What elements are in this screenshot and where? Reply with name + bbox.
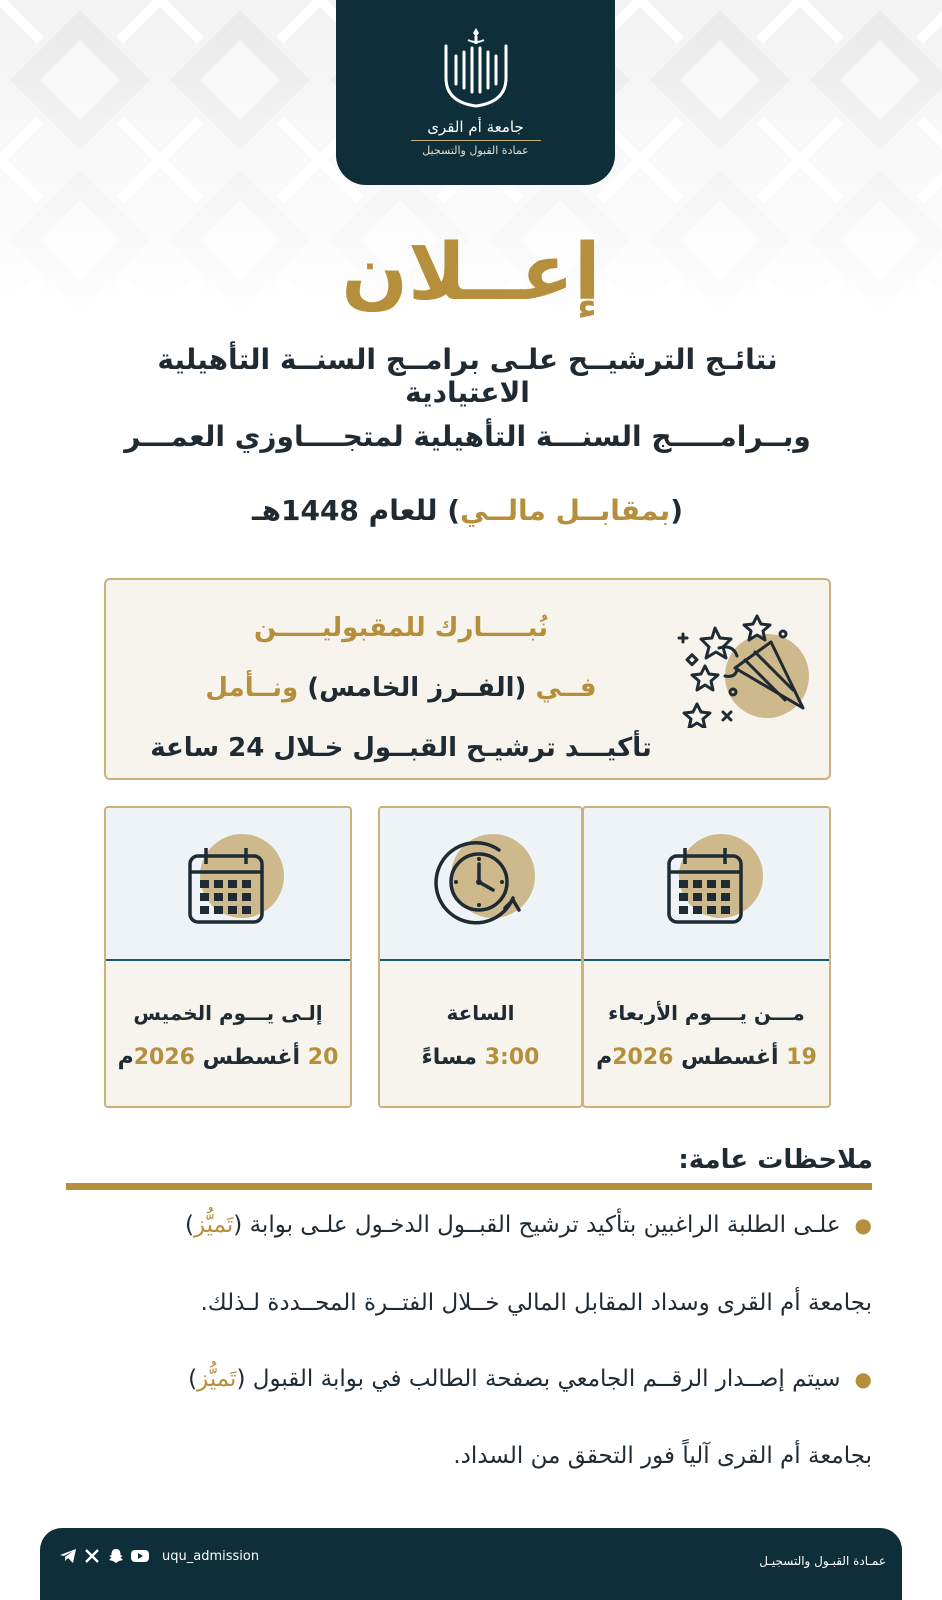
page-title: إعــلان (341, 228, 601, 318)
social-links (58, 1546, 259, 1566)
card-period: مساءً (421, 1045, 485, 1070)
note-2-text: سيتم إصــدار الرقــم الجامعي بصفحة الطالب في بوابة القبول ( (236, 1366, 841, 1392)
card-icon-area (380, 808, 581, 961)
card-month: أغسطس (194, 1045, 308, 1070)
note-1-end: ) (184, 1212, 194, 1238)
card-icon-area (106, 808, 350, 961)
card-day: 20 (307, 1045, 339, 1070)
card-label: إلـى يـــوم الخميس (133, 1001, 323, 1025)
card-suffix: م (117, 1045, 134, 1070)
card-day: 19 (786, 1045, 817, 1070)
card-date (380, 1045, 581, 1070)
footer-department: عمـادة القبـول والتسجيـل (759, 1554, 886, 1568)
telegram-icon[interactable] (58, 1546, 78, 1566)
logo-divider (411, 140, 541, 141)
card-year: 2026 (133, 1045, 195, 1070)
bullet-icon: ● (854, 1213, 872, 1237)
calendar-icon (168, 826, 288, 936)
card-icon-area (584, 808, 829, 961)
department-name: عمادة القبول والتسجيل (422, 144, 529, 157)
subtitle-line-2: وبــرامـــــج السنـــة التأهيلية لمتجــــاوزي العمـــر (124, 420, 811, 453)
university-emblem-icon (440, 26, 512, 112)
note-1 (52, 1212, 872, 1238)
notes-divider (66, 1183, 872, 1190)
footer-bar (40, 1528, 902, 1600)
social-handle[interactable]: uqu_admission (162, 1548, 260, 1564)
subtitle-paren-open: ( (670, 494, 683, 527)
x-icon[interactable] (82, 1546, 102, 1566)
university-name: جامعة أم القرى (427, 118, 524, 136)
congrats-line-3: تأكيـــد ترشيـح القبــول خـلال 24 ساعة (150, 733, 652, 763)
note-2 (52, 1366, 872, 1392)
congrats-text (121, 598, 681, 778)
note-1-portal: تَميُّز (193, 1212, 234, 1238)
congrats-line-2 (121, 658, 681, 718)
card-label: الساعة (446, 1001, 515, 1025)
congrats-box (104, 578, 831, 780)
time-card (378, 806, 583, 1108)
note-1-continued: بجامعة أم القرى وسداد المقابل المالي خــلال الفتــرة المحــددة لـذلك. (200, 1290, 872, 1316)
bullet-icon: ● (854, 1367, 872, 1391)
note-2-end: ) (188, 1366, 198, 1392)
congrats-line-1: نُبـــــارك للمقبوليـــــن (253, 613, 549, 643)
university-logo-tab (336, 0, 615, 185)
card-suffix: م (596, 1045, 613, 1070)
card-date (106, 1045, 350, 1070)
note-2-portal: تَميُّز (197, 1366, 237, 1392)
card-text (106, 961, 350, 1070)
start-date-card (582, 806, 831, 1108)
notes-title: ملاحظات عامة: (678, 1145, 873, 1175)
subtitle-line-3 (100, 494, 835, 527)
subtitle-paid-label: بمقابــل مالــي (460, 494, 671, 527)
card-date (584, 1045, 829, 1070)
party-popper-icon (675, 608, 815, 728)
card-year: 2026 (612, 1045, 674, 1070)
subtitle-year: ) للعام 1448هـ (252, 494, 460, 527)
card-text (380, 961, 581, 1070)
card-label: مـــن يــــوم الأربعاء (608, 1001, 805, 1025)
congrats-in: فــي (526, 673, 597, 703)
congrats-round: (الفــرز الخامس) (307, 673, 527, 703)
youtube-icon[interactable] (130, 1546, 150, 1566)
snapchat-icon[interactable] (106, 1546, 126, 1566)
clock-icon (421, 826, 541, 936)
calendar-icon (647, 826, 767, 936)
card-text (584, 961, 829, 1070)
card-month: أغسطس (673, 1045, 787, 1070)
note-2-continued: بجامعة أم القرى آلياً فور التحقق من السداد. (453, 1443, 872, 1469)
subtitle-line-1: نتائـج الترشيــح علـى برامــج السنــة التأهيلية الاعتيادية (157, 343, 778, 409)
congrats-hope: ونــأمل (205, 673, 308, 703)
card-time: 3:00 (484, 1045, 540, 1070)
end-date-card (104, 806, 352, 1108)
note-1-text: علـى الطلبة الراغبين بتأكيد ترشيح القبــول الدخـول علـى بوابة ( (233, 1212, 841, 1238)
